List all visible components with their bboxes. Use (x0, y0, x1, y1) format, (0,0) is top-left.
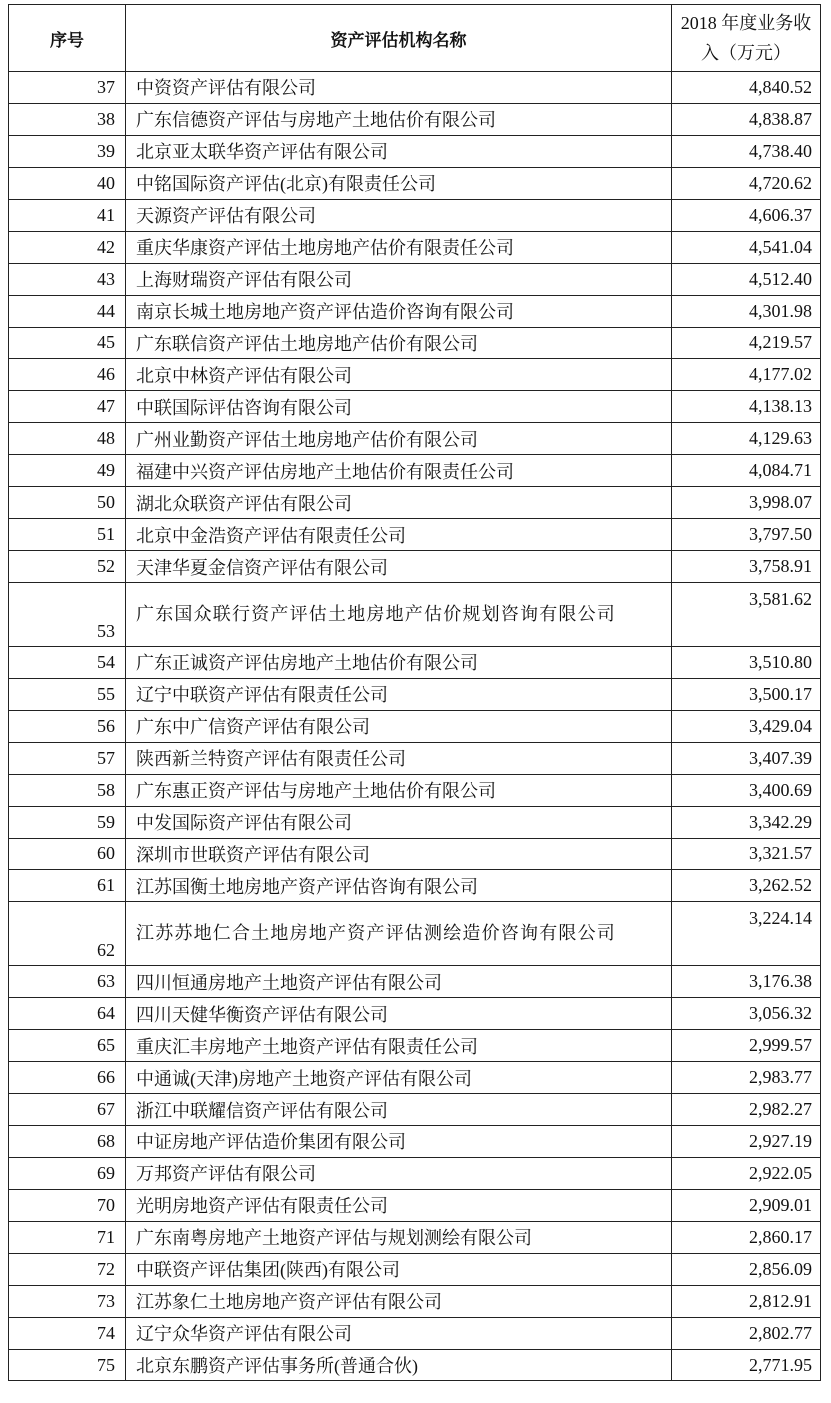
revenue-value: 2,999.57 (672, 1030, 821, 1062)
revenue-value: 3,224.14 (672, 902, 821, 966)
revenue-value: 4,720.62 (672, 167, 821, 199)
institution-name: 中联国际评估咨询有限公司 (126, 391, 672, 423)
table-row (9, 646, 821, 678)
row-index: 63 (9, 966, 126, 998)
institution-name: 广东正诚资产评估房地产土地估价有限公司 (126, 646, 672, 678)
revenue-value: 4,541.04 (672, 231, 821, 263)
institution-name: 中证房地产评估造价集团有限公司 (126, 1125, 672, 1157)
row-index: 51 (9, 519, 126, 551)
row-index: 62 (9, 902, 126, 966)
row-index: 40 (9, 167, 126, 199)
institution-name: 湖北众联资产评估有限公司 (126, 487, 672, 519)
row-index: 47 (9, 391, 126, 423)
institution-name: 南京长城土地房地产资产评估造价咨询有限公司 (126, 295, 672, 327)
table-row (9, 423, 821, 455)
table-row (9, 966, 821, 998)
row-index: 65 (9, 1030, 126, 1062)
table-row (9, 583, 821, 647)
revenue-value: 2,922.05 (672, 1157, 821, 1189)
table-row (9, 870, 821, 902)
institution-name: 浙江中联耀信资产评估有限公司 (126, 1094, 672, 1126)
row-index: 52 (9, 551, 126, 583)
row-index: 70 (9, 1189, 126, 1221)
row-index: 53 (9, 583, 126, 647)
table-row (9, 551, 821, 583)
institution-name: 天津华夏金信资产评估有限公司 (126, 551, 672, 583)
row-index: 44 (9, 295, 126, 327)
institution-name: 上海财瑞资产评估有限公司 (126, 263, 672, 295)
institution-name: 万邦资产评估有限公司 (126, 1157, 672, 1189)
revenue-value: 4,512.40 (672, 263, 821, 295)
institution-name: 中发国际资产评估有限公司 (126, 806, 672, 838)
row-index: 46 (9, 359, 126, 391)
row-index: 58 (9, 774, 126, 806)
institution-name: 江苏象仁土地房地产资产评估有限公司 (126, 1285, 672, 1317)
table-row (9, 1094, 821, 1126)
revenue-value: 3,581.62 (672, 583, 821, 647)
table-row (9, 902, 821, 966)
table-row (9, 998, 821, 1030)
table-row (9, 487, 821, 519)
revenue-value: 2,982.27 (672, 1094, 821, 1126)
row-index: 55 (9, 678, 126, 710)
revenue-value: 4,738.40 (672, 135, 821, 167)
table-row (9, 167, 821, 199)
institution-name: 北京中林资产评估有限公司 (126, 359, 672, 391)
institution-name: 四川恒通房地产土地资产评估有限公司 (126, 966, 672, 998)
table-row (9, 359, 821, 391)
table-row (9, 774, 821, 806)
table-row (9, 1189, 821, 1221)
table-row (9, 1317, 821, 1349)
institution-name: 江苏苏地仁合土地房地产资产评估测绘造价咨询有限公司 (126, 902, 672, 966)
row-index: 75 (9, 1349, 126, 1381)
institution-name: 北京亚太联华资产评估有限公司 (126, 135, 672, 167)
table-row (9, 327, 821, 359)
row-index: 68 (9, 1125, 126, 1157)
revenue-value: 3,056.32 (672, 998, 821, 1030)
row-index: 45 (9, 327, 126, 359)
institution-name: 广东信德资产评估与房地产土地估价有限公司 (126, 103, 672, 135)
revenue-value: 3,262.52 (672, 870, 821, 902)
row-index: 64 (9, 998, 126, 1030)
table-row (9, 806, 821, 838)
table-row (9, 391, 821, 423)
revenue-value: 2,802.77 (672, 1317, 821, 1349)
institution-name: 广州业勤资产评估土地房地产估价有限公司 (126, 423, 672, 455)
revenue-value: 4,129.63 (672, 423, 821, 455)
table-row (9, 135, 821, 167)
institution-name: 广东联信资产评估土地房地产估价有限公司 (126, 327, 672, 359)
table-row (9, 742, 821, 774)
table-row (9, 455, 821, 487)
revenue-value: 3,429.04 (672, 710, 821, 742)
table-row (9, 199, 821, 231)
table-body (9, 72, 821, 1381)
revenue-value: 3,400.69 (672, 774, 821, 806)
revenue-value: 2,909.01 (672, 1189, 821, 1221)
institution-name: 中联资产评估集团(陕西)有限公司 (126, 1253, 672, 1285)
row-index: 66 (9, 1062, 126, 1094)
institution-name: 广东南粤房地产土地资产评估与规划测绘有限公司 (126, 1221, 672, 1253)
revenue-value: 2,856.09 (672, 1253, 821, 1285)
revenue-value: 2,927.19 (672, 1125, 821, 1157)
row-index: 61 (9, 870, 126, 902)
row-index: 54 (9, 646, 126, 678)
institution-name: 中铭国际资产评估(北京)有限责任公司 (126, 167, 672, 199)
row-index: 60 (9, 838, 126, 870)
table-row (9, 295, 821, 327)
revenue-value: 4,301.98 (672, 295, 821, 327)
row-index: 48 (9, 423, 126, 455)
row-index: 71 (9, 1221, 126, 1253)
row-index: 50 (9, 487, 126, 519)
institution-name: 四川天健华衡资产评估有限公司 (126, 998, 672, 1030)
revenue-value: 2,860.17 (672, 1221, 821, 1253)
institution-name: 重庆汇丰房地产土地资产评估有限责任公司 (126, 1030, 672, 1062)
row-index: 38 (9, 103, 126, 135)
row-index: 42 (9, 231, 126, 263)
table-row (9, 1253, 821, 1285)
row-index: 67 (9, 1094, 126, 1126)
revenue-value: 3,998.07 (672, 487, 821, 519)
revenue-value: 4,606.37 (672, 199, 821, 231)
table-row (9, 231, 821, 263)
revenue-value: 3,510.80 (672, 646, 821, 678)
institution-name: 北京中金浩资产评估有限责任公司 (126, 519, 672, 551)
revenue-value: 4,138.13 (672, 391, 821, 423)
institution-name: 中通诚(天津)房地产土地资产评估有限公司 (126, 1062, 672, 1094)
row-index: 69 (9, 1157, 126, 1189)
institution-name: 北京东鹏资产评估事务所(普通合伙) (126, 1349, 672, 1381)
revenue-value: 3,342.29 (672, 806, 821, 838)
revenue-value: 4,838.87 (672, 103, 821, 135)
institution-name: 广东中广信资产评估有限公司 (126, 710, 672, 742)
revenue-value: 4,084.71 (672, 455, 821, 487)
header-index: 序号 (9, 5, 126, 72)
row-index: 57 (9, 742, 126, 774)
row-index: 49 (9, 455, 126, 487)
row-index: 72 (9, 1253, 126, 1285)
table-row (9, 263, 821, 295)
row-index: 37 (9, 72, 126, 104)
row-index: 41 (9, 199, 126, 231)
institution-name: 辽宁中联资产评估有限责任公司 (126, 678, 672, 710)
institution-name: 重庆华康资产评估土地房地产估价有限责任公司 (126, 231, 672, 263)
revenue-value: 3,797.50 (672, 519, 821, 551)
revenue-value: 4,177.02 (672, 359, 821, 391)
row-index: 74 (9, 1317, 126, 1349)
table-header-row (9, 5, 821, 72)
institution-name: 广东惠正资产评估与房地产土地估价有限公司 (126, 774, 672, 806)
table-row (9, 1125, 821, 1157)
table-row (9, 1030, 821, 1062)
table-row (9, 103, 821, 135)
row-index: 39 (9, 135, 126, 167)
institution-name: 深圳市世联资产评估有限公司 (126, 838, 672, 870)
table-row (9, 1349, 821, 1381)
row-index: 73 (9, 1285, 126, 1317)
institution-name: 广东国众联行资产评估土地房地产估价规划咨询有限公司 (126, 583, 672, 647)
institution-name: 江苏国衡土地房地产资产评估咨询有限公司 (126, 870, 672, 902)
revenue-value: 2,771.95 (672, 1349, 821, 1381)
institution-name: 福建中兴资产评估房地产土地估价有限责任公司 (126, 455, 672, 487)
institution-name: 陕西新兰特资产评估有限责任公司 (126, 742, 672, 774)
revenue-value: 3,500.17 (672, 678, 821, 710)
appraisal-revenue-table (8, 4, 821, 1381)
revenue-value: 3,321.57 (672, 838, 821, 870)
table-row (9, 1157, 821, 1189)
table-row (9, 1285, 821, 1317)
table-row (9, 838, 821, 870)
document-page (8, 4, 821, 1381)
table-row (9, 72, 821, 104)
institution-name: 光明房地资产评估有限责任公司 (126, 1189, 672, 1221)
table-row (9, 519, 821, 551)
table-row (9, 1221, 821, 1253)
header-revenue: 2018 年度业务收入（万元） (672, 5, 821, 72)
revenue-value: 2,983.77 (672, 1062, 821, 1094)
header-institution-name: 资产评估机构名称 (126, 5, 672, 72)
revenue-value: 2,812.91 (672, 1285, 821, 1317)
revenue-value: 4,219.57 (672, 327, 821, 359)
table-row (9, 678, 821, 710)
revenue-value: 3,407.39 (672, 742, 821, 774)
row-index: 59 (9, 806, 126, 838)
row-index: 43 (9, 263, 126, 295)
revenue-value: 3,176.38 (672, 966, 821, 998)
institution-name: 天源资产评估有限公司 (126, 199, 672, 231)
row-index: 56 (9, 710, 126, 742)
table-row (9, 1062, 821, 1094)
table-row (9, 710, 821, 742)
revenue-value: 4,840.52 (672, 72, 821, 104)
institution-name: 中资资产评估有限公司 (126, 72, 672, 104)
revenue-value: 3,758.91 (672, 551, 821, 583)
institution-name: 辽宁众华资产评估有限公司 (126, 1317, 672, 1349)
